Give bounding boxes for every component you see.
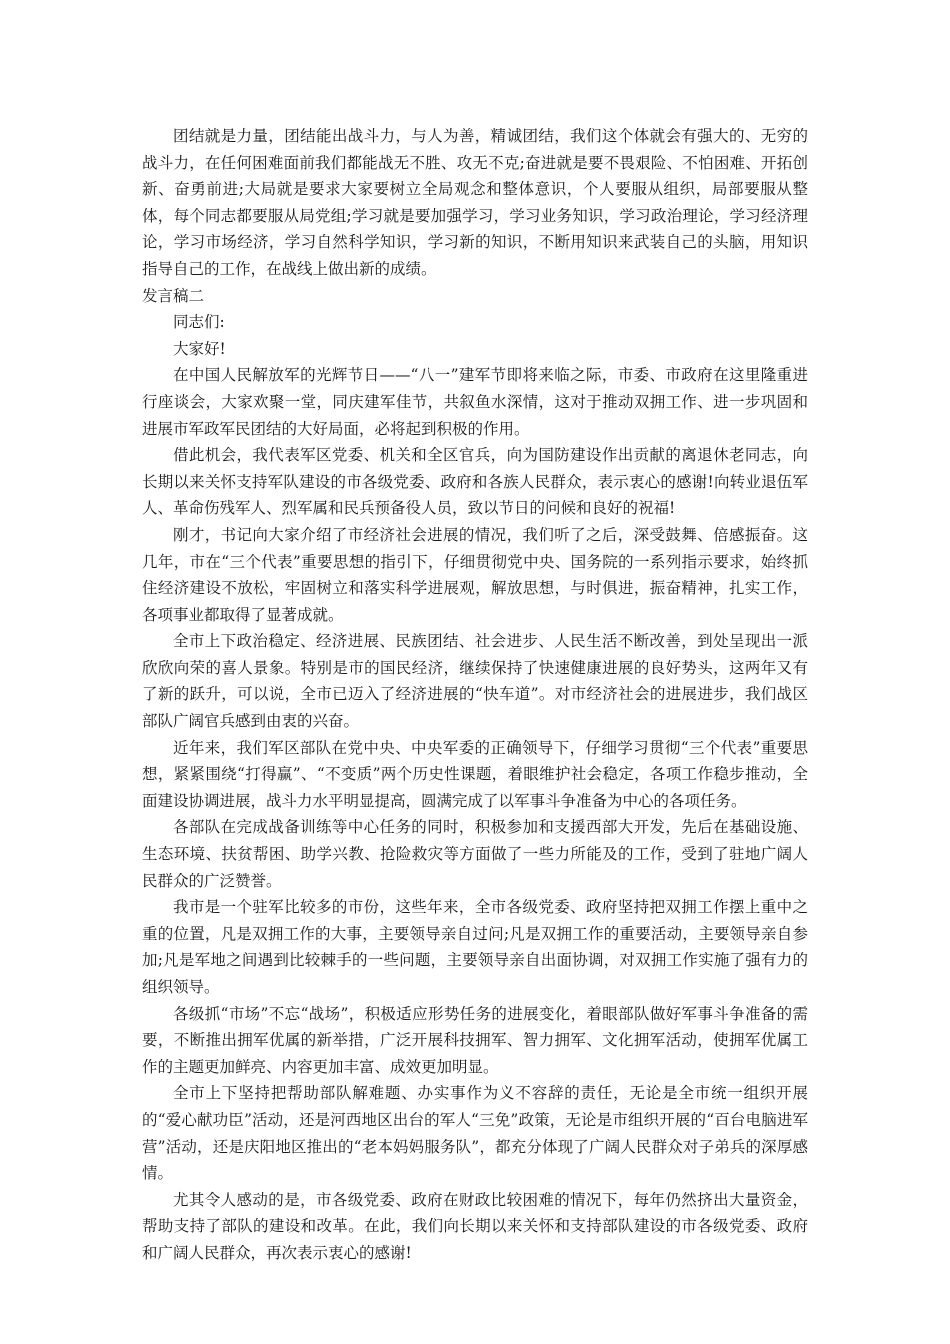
paragraph: 全市上下坚持把帮助部队解难题、办实事作为义不容辞的责任，无论是全市统一组织开展的“爱心献功臣”活动，还是河西地区出台的军人“三免”政策，无论是市组织开展的“百台电脑进军营”活动，还是庆阳地区推出的“老本妈妈服务队”，都充分体现了广阔人民群众对子弟兵的深厚感情。 (142, 1084, 808, 1183)
paragraph: 借此机会，我代表军区党委、机关和全区官兵，向为国防建设作出贡献的离退休老同志，向长期以来关怀支持军队建设的市各级党委、政府和各族人民群众，表示衷心的感谢!向转业退伍军人、革命伤残军人、烈军属和民兵预备役人员，致以节日的问候和良好的祝福! (142, 446, 808, 518)
paragraph: 各部队在完成战备训练等中心任务的同时，积极参加和支援西部大开发，先后在基础设施、生态环境、扶贫帮困、助学兴教、抢险救灾等方面做了一些力所能及的工作，受到了驻地广阔人民群众的广泛赞誉。 (142, 818, 808, 890)
paragraph: 近年来，我们军区部队在党中央、中央军委的正确领导下，仔细学习贯彻“三个代表”重要思想，紧紧围绕“打得赢”、“不变质”两个历史性课题，着眼维护社会稳定，各项工作稳步推动，全面建设协调进展，战斗力水平明显提高，圆满完成了以军事斗争准备为中心的各项任务。 (142, 738, 808, 810)
salutation: 同志们: (173, 313, 225, 332)
paragraph: 刚才，书记向大家介绍了市经济社会进展的情况，我们听了之后，深受鼓舞、倍感振奋。这几年，市在“三个代表”重要思想的指引下，仔细贯彻党中央、国务院的一系列指示要求，始终抓住经济建设不放松，牢固树立和落实科学进展观，解放思想，与时俱进，振奋精神，扎实工作，各项事业都取得了显著成就。 (142, 525, 808, 624)
paragraph: 各级抓“市场”不忘“战场”，积极适应形势任务的进展变化，着眼部队做好军事斗争准备的需要，不断推出拥军优属的新举措，广泛开展科技拥军、智力拥军、文化拥军活动，使拥军优属工作的主题更加鲜亮、内容更加丰富、成效更加明显。 (142, 1004, 808, 1076)
document-body (142, 123, 808, 1267)
paragraph: 团结就是力量，团结能出战斗力，与人为善，精诚团结，我们这个体就会有强大的、无穷的战斗力，在任何困难面前我们都能战无不胜、攻无不克;奋进就是要不畏艰险、不怕困难、开拓创新、奋勇前进;大局就是要求大家要树立全局观念和整体意识，个人要服从组织，局部要服从整体，每个同志都要服从局党组;学习就是要加强学习，学习业务知识，学习政治理论，学习经济理论，学习市场经济，学习自然科学知识，学习新的知识，不断用知识来武装自己的头脑，用知识指导自己的工作，在战线上做出新的成绩。 (142, 127, 808, 278)
greeting: 大家好! (173, 339, 226, 358)
paragraph: 全市上下政治稳定、经济进展、民族团结、社会进步、人民生活不断改善，到处呈现出一派欣欣向荣的喜人景象。特别是市的国民经济，继续保持了快速健康进展的良好势头，这两年又有了新的跃升，可以说，全市已迈入了经济进展的“快车道”。对市经济社会的进展进步，我们战区部队广阔官兵感到由衷的兴奋。 (142, 632, 808, 731)
paragraph: 我市是一个驻军比较多的市份，这些年来，全市各级党委、政府坚持把双拥工作摆上重中之重的位置，凡是双拥工作的大事，主要领导亲自过问;凡是双拥工作的重要活动，主要领导亲自参加;凡是军地之间遇到比较棘手的一些问题，主要领导亲自出面协调，对双拥工作实施了强有力的组织领导。 (142, 898, 808, 996)
paragraph: 在中国人民解放军的光辉节日——“八一”建军节即将来临之际，市委、市政府在这里隆重进行座谈会，大家欢聚一堂，同庆建军佳节，共叙鱼水深情，这对于推动双拥工作、进一步巩固和进展市军政军民团结的大好局面，必将起到积极的作用。 (142, 366, 808, 438)
section-heading: 发言稿二 (142, 286, 205, 305)
paragraph: 尤其令人感动的是，市各级党委、政府在财政比较困难的情况下，每年仍然挤出大量资金，帮助支持了部队的建设和改革。在此，我们向长期以来关怀和支持部队建设的市各级党委、政府和广阔人民群众，再次表示衷心的感谢! (142, 1190, 808, 1262)
